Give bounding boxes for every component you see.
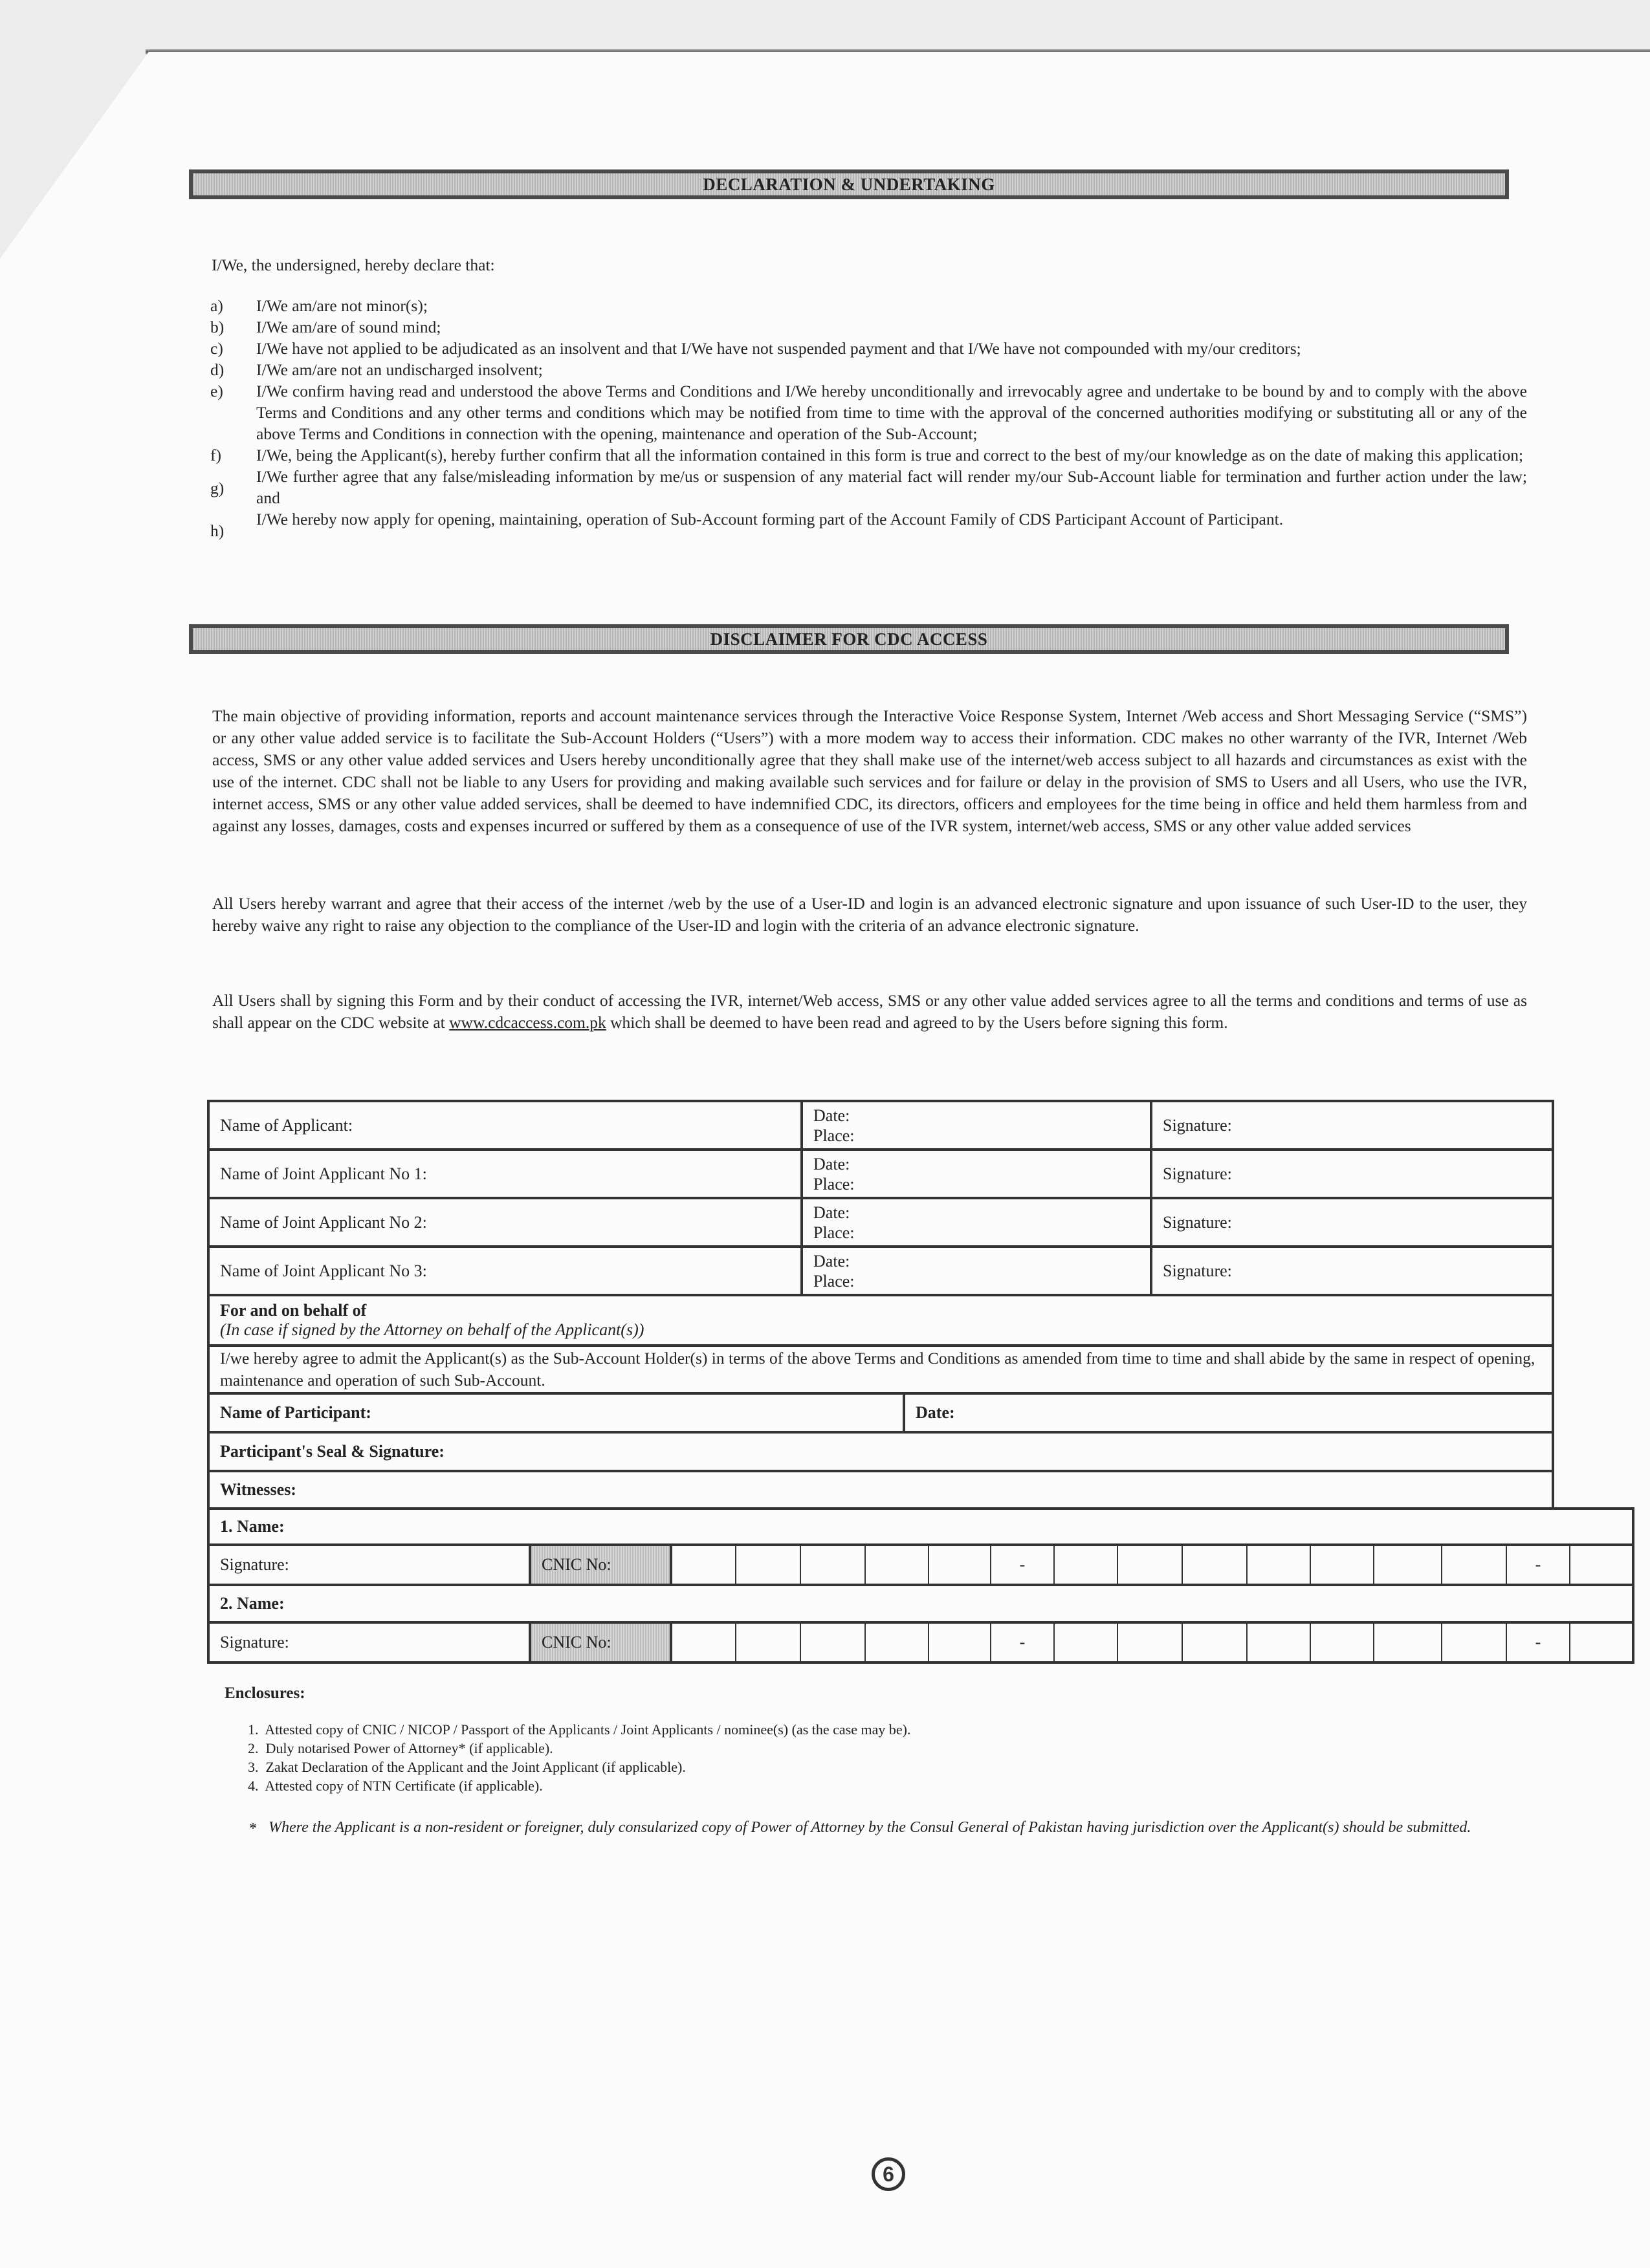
disclaimer-paragraph-2: All Users hereby warrant and agree that their access of the internet /web by the use of a User-ID and login is an advanced electronic signature and upon issuance of such User-ID to the user, they hereby waive any right to raise any objection to the compliance of the User-ID and login with the criteria of an advance electronic signature. [212,894,1527,935]
disclaimer-paragraph-3 [212,990,1527,1034]
cnic-digit-box[interactable] [1374,1545,1442,1585]
enclosure-item [248,1776,910,1795]
cnic-digit-box[interactable] [1570,1622,1633,1663]
place-label: Place: [813,1174,855,1194]
enclosure-item [248,1739,910,1758]
enclosure-text: Zakat Declaration of the Applicant and the Joint Applicant (if applicable). [265,1759,686,1775]
participant-date-label: Date: [916,1403,955,1422]
participant-seal-label: Participant's Seal & Signature: [220,1442,445,1461]
joint-applicant-3-name-label: Name of Joint Applicant No 3: [220,1261,427,1280]
cnic-digit-box[interactable] [1182,1545,1247,1585]
cnic-digit-box[interactable] [1247,1545,1310,1585]
enclosures-list [248,1720,910,1795]
joint-applicant-1-signature-field[interactable] [1151,1150,1553,1198]
participant-seal-signature-field[interactable] [208,1432,1553,1471]
witness-1-name-row [208,1509,1633,1545]
applicant-name-label: Name of Applicant: [220,1115,353,1135]
witness-1-signature-row [208,1545,1633,1585]
joint-applicant-3-name-field[interactable] [208,1247,802,1295]
declaration-item [210,316,1527,338]
declaration-heading: DECLARATION & UNDERTAKING [189,169,1509,199]
cdc-website-link[interactable]: www.cdcaccess.com.pk [449,1013,606,1032]
applicant-date-place-field[interactable] [802,1101,1151,1150]
item-text: I/We am/are not an undischarged insolvent; [256,360,543,379]
date-label: Date: [813,1106,850,1125]
witness-1-signature-label: Signature: [220,1555,289,1574]
item-marker: f) [210,446,221,464]
cnic-digit-box[interactable] [1054,1622,1117,1663]
cnic-digit-box[interactable] [1247,1622,1310,1663]
item-text: I/We am/are of sound mind; [256,318,441,336]
joint-applicant-1-name-field[interactable] [208,1150,802,1198]
witness-2-cnic-label: CNIC No: [530,1622,671,1663]
joint-applicant-1-date-place-field[interactable] [802,1150,1151,1198]
joint-applicant-1-name-label: Name of Joint Applicant No 1: [220,1164,427,1183]
item-marker: c) [210,339,223,358]
date-label: Date: [813,1154,850,1173]
item-marker: b) [210,318,225,336]
joint-applicant-3-date-place-field[interactable] [802,1247,1151,1295]
declaration-item [210,444,1527,466]
participant-name-label: Name of Participant: [220,1403,371,1422]
cnic-digit-box[interactable] [1117,1622,1182,1663]
behalf-row [208,1295,1553,1346]
applicant-signature-field[interactable] [1151,1101,1553,1150]
item-text: I/We confirm having read and understood the above Terms and Conditions and I/We hereby unconditionally and irrevocably agree and undertake to be bound by and to comply with the above Terms and Conditions and any other terms and conditions which may be notified from time to time with the approval of the concerned authorities modifying or substituting all or any of the above Terms and Conditions in connection with the opening, maintenance and operation of the Sub-Account; [256,382,1527,443]
cnic-digit-box[interactable] [865,1622,929,1663]
cnic-digit-box[interactable] [929,1545,991,1585]
item-text: I/We am/are not minor(s); [256,296,428,315]
cnic-separator: - [991,1545,1054,1585]
item-text: I/We further agree that any false/misleading information by me/us or suspension of any material fact will render my/our Sub-Account liable for termination and further action under the law; and [256,467,1527,507]
declaration-list [210,295,1527,540]
cnic-separator: - [991,1622,1054,1663]
joint-applicant-2-name-field[interactable] [208,1198,802,1247]
signature-label: Signature: [1163,1115,1232,1135]
item-text: I/We have not applied to be adjudicated as an insolvent and that I/We have not suspended payment and that I/We have not compounded with my/our creditors; [256,339,1301,358]
declaration-intro: I/We, the undersigned, hereby declare that: [212,256,495,274]
item-text: I/We, being the Applicant(s), hereby further confirm that all the information contained in this form is true and correct to the best of my/our knowledge as on the date of making this application; [256,446,1524,464]
enclosure-number: 2. [248,1740,259,1756]
cnic-digit-box[interactable] [1570,1545,1633,1585]
item-marker: d) [210,360,225,379]
witness-1-cnic-label: CNIC No: [530,1545,671,1585]
item-marker: g) [210,479,225,497]
participant-agreement: I/we hereby agree to admit the Applicant(s) as the Sub-Account Holder(s) in terms of the above Terms and Conditions as amended from time to time and shall abide by the same in respect of opening, maintenance and operation of such Sub-Account. [208,1346,1553,1393]
behalf-note: (In case if signed by the Attorney on behalf of the Applicant(s)) [220,1320,644,1339]
participant-seal-row [208,1432,1553,1471]
cnic-digit-box[interactable] [800,1622,865,1663]
cnic-digit-box[interactable] [1442,1545,1506,1585]
witnesses-label: Witnesses: [208,1471,1553,1509]
footnote-text: Where the Applicant is a non-resident or foreigner, duly consularized copy of Power of Attorney by the Consul General of Pakistan having jurisdiction over the Applicant(s) should be submitted. [269,1819,1471,1836]
paragraph-3-text: All Users shall by signing this Form and by their conduct of accessing the IVR, internet/Web access, SMS or any other value added services agree to all the terms and conditions and terms of use as shall appear on the CDC website at [212,991,1527,1032]
witness-2-signature-label: Signature: [220,1633,289,1652]
behalf-cell [208,1295,1553,1346]
cnic-separator: - [1506,1545,1570,1585]
enclosure-item [248,1758,910,1776]
disclaimer-heading: DISCLAIMER FOR CDC ACCESS [189,624,1509,654]
joint-applicant-3-signature-field[interactable] [1151,1247,1553,1295]
signature-label: Signature: [1163,1164,1232,1183]
enclosure-text: Duly notarised Power of Attorney* (if applicable). [265,1740,553,1756]
footnote-asterisk: * [249,1820,257,1837]
enclosure-number: 4. [248,1778,259,1794]
witness-1-name-field[interactable] [208,1509,1633,1545]
witness-2-name-field[interactable] [208,1585,1633,1622]
cnic-digit-box[interactable] [671,1622,736,1663]
date-label: Date: [813,1203,850,1222]
joint-applicant-2-date-place-field[interactable] [802,1198,1151,1247]
paragraph-3-text-end: which shall be deemed to have been read and agreed to by the Users before signing this form. [606,1013,1228,1032]
joint-applicant-1-row [208,1150,1553,1198]
witnesses-row [208,1471,1553,1509]
participant-name-field[interactable] [208,1393,904,1432]
behalf-title: For and on behalf of [220,1301,367,1320]
agreement-row [208,1346,1553,1393]
declaration-item [210,466,1527,508]
cnic-digit-box[interactable] [1374,1622,1442,1663]
cnic-digit-box[interactable] [1117,1545,1182,1585]
cnic-separator: - [1506,1622,1570,1663]
declaration-item [210,295,1527,316]
item-text: I/We hereby now apply for opening, maintaining, operation of Sub-Account forming part of the Account Family of CDS Participant Account of Participant. [256,510,1284,529]
cnic-digit-box[interactable] [800,1545,865,1585]
participant-table [207,1294,1554,1510]
joint-applicant-3-row [208,1247,1553,1295]
cnic-digit-box[interactable] [671,1545,736,1585]
cnic-digit-box[interactable] [1054,1545,1117,1585]
place-label: Place: [813,1126,855,1145]
place-label: Place: [813,1223,855,1242]
witness-1-name-label: 1. Name: [220,1517,285,1536]
declaration-item [210,359,1527,380]
enclosures-title: Enclosures: [225,1685,305,1702]
page-number-badge: 6 [872,2157,905,2191]
item-marker: a) [210,296,223,315]
witness-2-signature-row [208,1622,1633,1663]
cnic-digit-box[interactable] [1310,1622,1374,1663]
applicant-signature-table [207,1100,1554,1296]
witness-2-signature-field[interactable] [208,1622,530,1663]
cnic-digit-box[interactable] [1182,1622,1247,1663]
witness-table [207,1507,1634,1664]
declaration-item [210,508,1527,540]
witness-1-signature-field[interactable] [208,1545,530,1585]
enclosure-number: 3. [248,1759,259,1775]
enclosure-text: Attested copy of CNIC / NICOP / Passport of the Applicants / Joint Applicants / nominee(s) (as the case may be). [265,1721,911,1738]
witness-2-name-row [208,1585,1633,1622]
joint-applicant-2-signature-field[interactable] [1151,1198,1553,1247]
applicant-name-field[interactable] [208,1101,802,1150]
declaration-item [210,380,1527,444]
disclaimer-paragraph-1: The main objective of providing information, reports and account maintenance services through the Interactive Voice Response System, Internet /Web access and Short Messaging Service (“SMS”) or any other value added service is to facilitate the Sub-Account Holders (“Users”) with a more modem way to access their information. CDC makes no other warranty of the IVR, Internet /Web access, SMS or any other value added services and Users hereby unconditionally agree that they shall make use of the internet/web access subject to all hazards and circumstances as exist with the use of the internet. CDC shall not be liable to any Users for providing and making available such services and for failure or delay in the provision of SMS to Users and all Users, who use the IVR, internet access, SMS or any other value added services, shall be deemed to have indemnified CDC, its directors, officers and employees for the time being in office and held them harmless from and against any losses, damages, costs and expenses incurred or suffered by them as a consequence of use of the IVR system, internet/web access, SMS or any other value added services [212,706,1527,835]
participant-date-field[interactable] [904,1393,1553,1432]
cnic-digit-box[interactable] [736,1622,800,1663]
witness-2-name-label: 2. Name: [220,1594,285,1613]
applicant-row [208,1101,1553,1150]
signature-label: Signature: [1163,1212,1232,1232]
place-label: Place: [813,1271,855,1291]
date-label: Date: [813,1251,850,1270]
cnic-digit-box[interactable] [929,1622,991,1663]
participant-name-row [208,1393,1553,1432]
joint-applicant-2-row [208,1198,1553,1247]
enclosure-text: Attested copy of NTN Certificate (if applicable). [265,1778,543,1794]
signature-label: Signature: [1163,1261,1232,1280]
enclosure-number: 1. [248,1721,259,1738]
power-of-attorney-footnote [249,1818,1517,1837]
enclosure-item [248,1720,910,1739]
cnic-digit-box[interactable] [736,1545,800,1585]
cnic-digit-box[interactable] [1310,1545,1374,1585]
item-marker: e) [210,382,223,400]
item-marker: h) [210,521,225,540]
joint-applicant-2-name-label: Name of Joint Applicant No 2: [220,1212,427,1232]
cnic-digit-box[interactable] [865,1545,929,1585]
cnic-digit-box[interactable] [1442,1622,1506,1663]
declaration-item [210,338,1527,359]
